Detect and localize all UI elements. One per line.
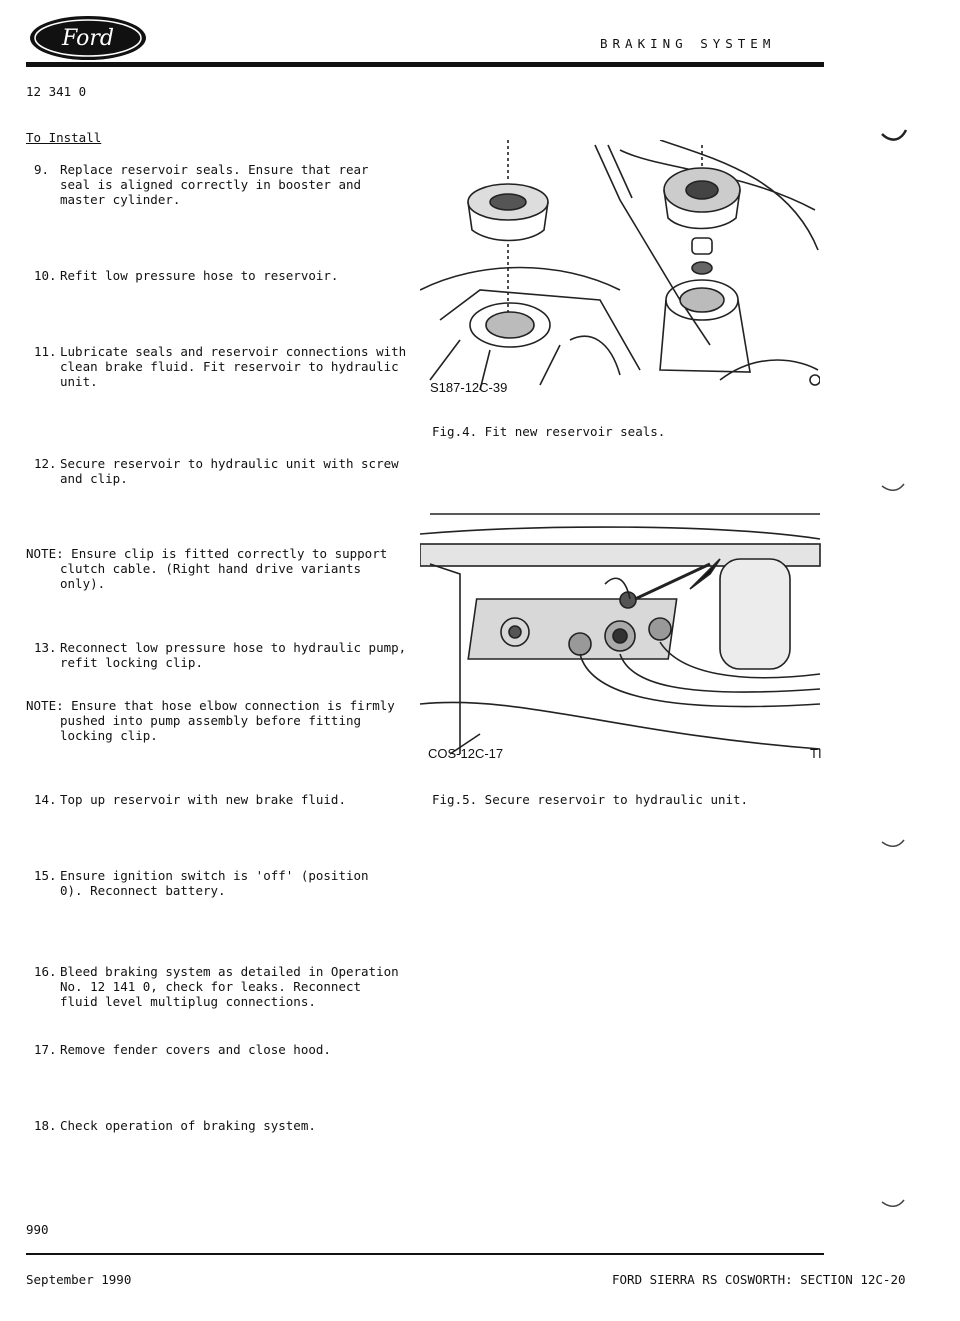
operation-number: 12 341 0 <box>26 84 87 99</box>
step-number: 18. <box>34 1118 57 1133</box>
step-15 <box>34 868 414 898</box>
step-11 <box>34 344 414 389</box>
step-17 <box>34 1042 414 1057</box>
step-9 <box>34 162 414 207</box>
step-text: Bleed braking system as detailed in Operation No. 12 141 0, check for leaks. Reconnect fluid level multiplug connections. <box>60 964 399 1009</box>
step-text: Refit low pressure hose to reservoir. <box>60 268 339 283</box>
figure-5-caption: Fig.5. Secure reservoir to hydraulic unit. <box>432 792 749 807</box>
note-rest: pushed into pump assembly before fitting locking clip. <box>60 713 362 743</box>
section-heading: To Install <box>26 130 102 145</box>
figure-5-code-right: TI <box>810 746 822 761</box>
step-number: 14. <box>34 792 57 807</box>
step-text: Remove fender covers and close hood. <box>60 1042 331 1057</box>
step-text: Secure reservoir to hydraulic unit with screw and clip. <box>60 456 399 486</box>
step-number: 15. <box>34 868 57 883</box>
ford-logo <box>28 14 148 62</box>
ford-logo-text: Ford <box>62 26 114 51</box>
margin-tick-mark <box>880 128 910 148</box>
step-number: 9. <box>34 162 50 177</box>
step-text: Lubricate seals and reservoir connections with clean brake fluid. Fit reservoir to hydraulic unit. <box>60 344 407 389</box>
step-16 <box>34 964 414 1009</box>
footer-title: FORD SIERRA RS COSWORTH: SECTION 12C-20 <box>612 1272 906 1287</box>
step-number: 13. <box>34 640 57 655</box>
step-text: Check operation of braking system. <box>60 1118 316 1133</box>
figure-5-code: COS-12C-17 <box>428 746 504 761</box>
figure-4-code: S187-12C-39 <box>430 380 508 395</box>
step-text: Replace reservoir seals. Ensure that rear seal is aligned correctly in booster and master cylinder. <box>60 162 369 207</box>
section-title: BRAKING SYSTEM <box>600 36 776 51</box>
note-label: NOTE: <box>26 546 64 561</box>
footer-date: September 1990 <box>26 1272 132 1287</box>
step-number: 17. <box>34 1042 57 1057</box>
step-number: 10. <box>34 268 57 283</box>
margin-tick-mark <box>880 836 910 856</box>
note-hose <box>26 698 416 743</box>
step-12 <box>34 456 414 486</box>
step-number: 11. <box>34 344 57 359</box>
note-rest: clutch cable. (Right hand drive variants only). <box>60 561 362 591</box>
page-number: 990 <box>26 1222 49 1237</box>
note-first-line: Ensure clip is fitted correctly to support <box>71 546 388 561</box>
figure-5-illustration <box>420 504 822 758</box>
step-18 <box>34 1118 414 1133</box>
header-rule <box>26 62 824 67</box>
step-text: Reconnect low pressure hose to hydraulic pump, refit locking clip. <box>60 640 407 670</box>
step-text: Ensure ignition switch is 'off' (position 0). Reconnect battery. <box>60 868 369 898</box>
note-first-line: Ensure that hose elbow connection is firmly <box>71 698 395 713</box>
step-number: 12. <box>34 456 57 471</box>
step-14 <box>34 792 414 807</box>
note-label: NOTE: <box>26 698 64 713</box>
step-number: 16. <box>34 964 57 979</box>
step-10 <box>34 268 414 283</box>
margin-tick-mark <box>880 1196 910 1216</box>
margin-tick-mark <box>880 480 910 500</box>
footer-rule <box>26 1253 824 1255</box>
step-13 <box>34 640 414 670</box>
figure-4-illustration <box>420 140 820 400</box>
step-text: Top up reservoir with new brake fluid. <box>60 792 346 807</box>
figure-4-caption: Fig.4. Fit new reservoir seals. <box>432 424 666 439</box>
note-clip <box>26 546 416 591</box>
